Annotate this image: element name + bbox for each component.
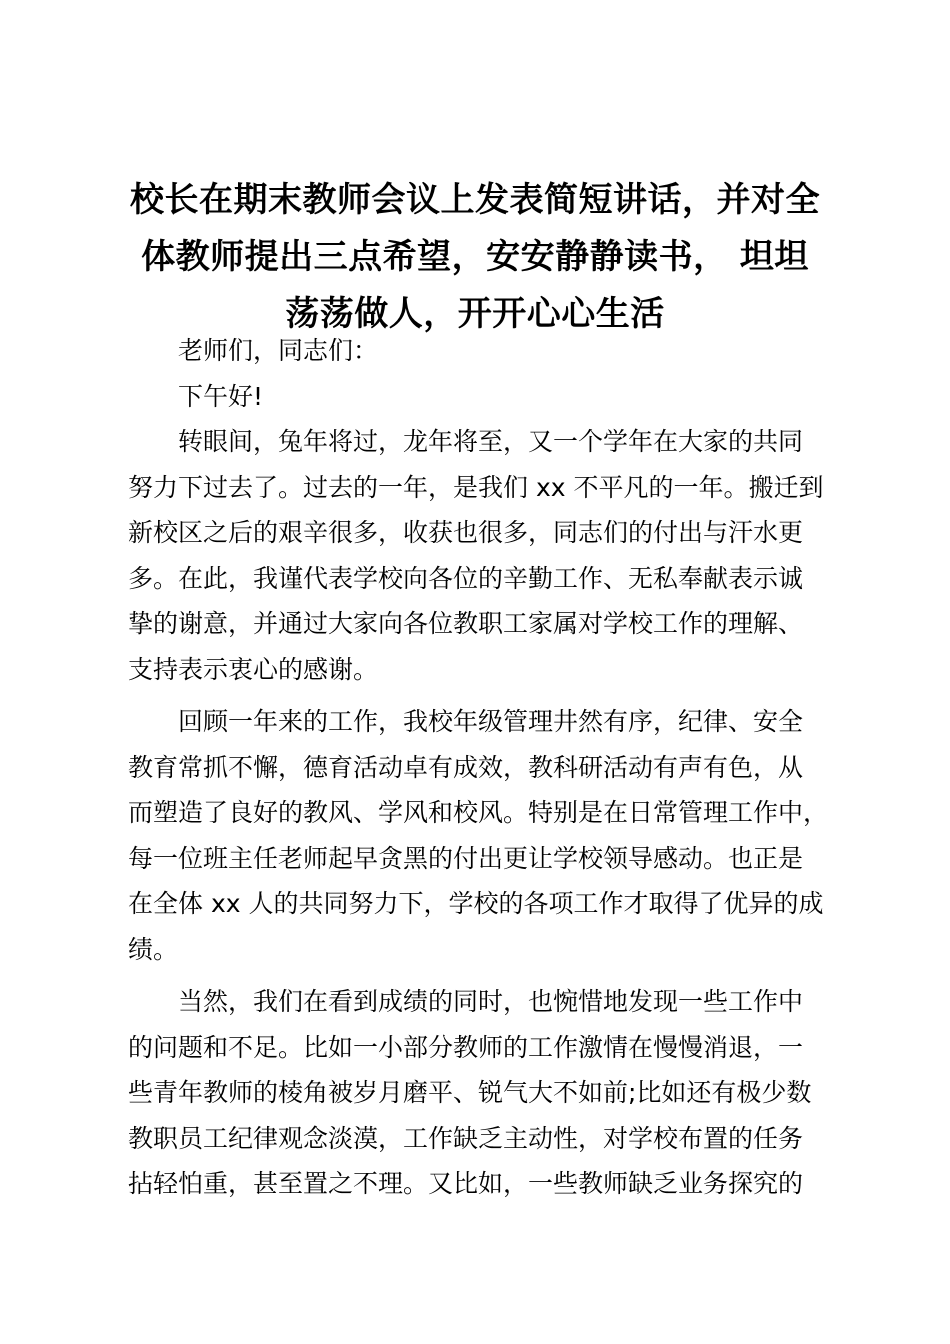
text-line: 挚的谢意，并通过大家向各位教职工家属对学校工作的理解、: [128, 609, 804, 638]
salutation-paragraph: [128, 328, 848, 374]
text-line: 多。在此，我谨代表学校向各位的辛勤工作、无私奉献表示诚: [128, 563, 804, 593]
text-line: 在全体 xx 人的共同努力下，学校的各项工作才取得了优异的成: [128, 889, 824, 918]
text-line: 新校区之后的艰辛很多，收获也很多，同志们的付出与汗水更: [128, 518, 804, 547]
body-paragraph: [128, 699, 848, 972]
greeting-paragraph: [128, 374, 848, 420]
text-line: 回顾一年来的工作，我校年级管理井然有序，纪律、安全: [178, 707, 804, 736]
text-line: 每一位班主任老师起早贪黑的付出更让学校领导感动。也正是: [128, 843, 804, 873]
title-line: 体教师提出三点希望，安安静静读书， 坦坦: [141, 237, 809, 277]
text-line: 努力下过去了。过去的一年，是我们 xx 不平凡的一年。搬迁到: [128, 472, 824, 502]
text-line: 转眼间，兔年将过，龙年将至，又一个学年在大家的共同: [178, 427, 804, 456]
title-line: 校长在期末教师会议上发表简短讲话，并对全: [130, 180, 820, 220]
document-title: [110, 172, 840, 343]
text-line: 的问题和不足。比如一小部分教师的工作激情在慢慢消退，一: [128, 1032, 804, 1062]
body-paragraph: [128, 979, 848, 1207]
text-line: 绩。: [128, 934, 179, 964]
text-line: 老师们，同志们：: [178, 336, 379, 365]
text-line: 下午好!: [178, 381, 264, 411]
text-line: 而塑造了良好的教风、学风和校风。特别是在日常管理工作中，: [128, 798, 829, 827]
text-line: 教职员工纪律观念淡漠，工作缺乏主动性，对学校布置的任务: [128, 1123, 804, 1153]
text-line: 教育常抓不懈，德育活动卓有成效，教科研活动有声有色，从: [128, 752, 804, 782]
title-line: 荡荡做人，开开心心生活: [285, 294, 665, 334]
text-line: 些青年教师的棱角被岁月磨平、锐气大不如前;比如还有极少数: [128, 1078, 812, 1107]
body-paragraph: [128, 419, 848, 692]
text-line: 当然，我们在看到成绩的同时，也惋惜地发现一些工作中: [178, 987, 804, 1016]
text-line: 拈轻怕重，甚至置之不理。又比如，一些教师缺乏业务探究的: [128, 1169, 804, 1198]
text-line: 支持表示衷心的感谢。: [128, 654, 379, 684]
document-body: [128, 328, 848, 1207]
